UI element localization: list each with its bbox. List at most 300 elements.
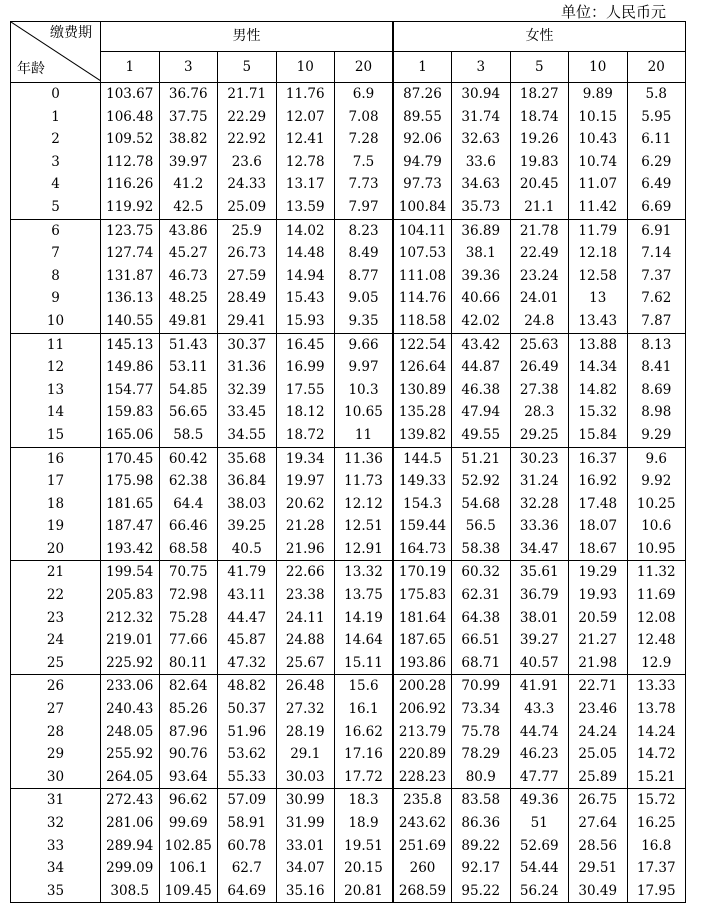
female-rate-cell: 89.22 <box>452 835 511 858</box>
age-cell: 35 <box>11 880 101 903</box>
male-rate-cell: 60.78 <box>218 835 277 858</box>
female-rate-cell: 13.43 <box>569 310 628 333</box>
female-rate-cell: 9.89 <box>569 83 628 106</box>
female-rate-cell: 46.23 <box>510 743 569 766</box>
male-rate-cell: 19.97 <box>276 470 335 493</box>
female-rate-cell: 19.26 <box>510 128 569 151</box>
table-row <box>11 652 686 675</box>
table-row <box>11 584 686 607</box>
female-rate-cell: 52.69 <box>510 835 569 858</box>
male-rate-cell: 85.26 <box>159 698 218 721</box>
male-rate-cell: 45.27 <box>159 242 218 265</box>
male-rate-cell: 30.03 <box>276 766 335 789</box>
female-rate-cell: 175.83 <box>393 584 452 607</box>
male-rate-cell: 22.92 <box>218 128 277 151</box>
male-rate-cell: 7.28 <box>335 128 394 151</box>
female-rate-cell: 17.37 <box>627 857 686 880</box>
male-rate-cell: 21.28 <box>276 515 335 538</box>
female-period-header: 1 <box>393 52 452 83</box>
table-row <box>11 151 686 174</box>
male-rate-cell: 72.98 <box>159 584 218 607</box>
table-row <box>11 698 686 721</box>
male-rate-cell: 14.94 <box>276 265 335 288</box>
male-rate-cell: 33.45 <box>218 401 277 424</box>
female-rate-cell: 54.68 <box>452 493 511 516</box>
female-rate-cell: 11.32 <box>627 561 686 584</box>
male-rate-cell: 149.86 <box>101 356 160 379</box>
table-body <box>11 83 686 903</box>
table-row <box>11 310 686 333</box>
female-rate-cell: 44.74 <box>510 721 569 744</box>
male-rate-cell: 181.65 <box>101 493 160 516</box>
age-cell: 6 <box>11 219 101 242</box>
male-rate-cell: 205.83 <box>101 584 160 607</box>
unit-label: 单位：人民币元 <box>560 3 666 21</box>
male-period-header: 3 <box>159 52 218 83</box>
male-rate-cell: 112.78 <box>101 151 160 174</box>
female-rate-cell: 21.78 <box>510 219 569 242</box>
female-rate-cell: 126.64 <box>393 356 452 379</box>
age-cell: 8 <box>11 265 101 288</box>
male-rate-cell: 55.33 <box>218 766 277 789</box>
female-rate-cell: 23.46 <box>569 698 628 721</box>
male-rate-cell: 102.85 <box>159 835 218 858</box>
female-rate-cell: 39.36 <box>452 265 511 288</box>
age-cell: 14 <box>11 401 101 424</box>
age-cell: 24 <box>11 629 101 652</box>
female-rate-cell: 56.5 <box>452 515 511 538</box>
female-rate-cell: 7.37 <box>627 265 686 288</box>
male-rate-cell: 90.76 <box>159 743 218 766</box>
male-rate-cell: 75.28 <box>159 607 218 630</box>
table-row <box>11 743 686 766</box>
female-rate-cell: 8.98 <box>627 401 686 424</box>
male-rate-cell: 45.87 <box>218 629 277 652</box>
female-rate-cell: 11.07 <box>569 173 628 196</box>
female-rate-cell: 47.77 <box>510 766 569 789</box>
male-rate-cell: 64.69 <box>218 880 277 903</box>
male-rate-cell: 12.12 <box>335 493 394 516</box>
female-rate-cell: 34.63 <box>452 173 511 196</box>
table-row <box>11 265 686 288</box>
table-row <box>11 721 686 744</box>
female-rate-cell: 25.05 <box>569 743 628 766</box>
female-rate-cell: 24.01 <box>510 287 569 310</box>
male-rate-cell: 54.85 <box>159 379 218 402</box>
female-rate-cell: 235.8 <box>393 789 452 812</box>
table-row <box>11 173 686 196</box>
female-rate-cell: 139.82 <box>393 424 452 447</box>
female-rate-cell: 49.55 <box>452 424 511 447</box>
female-rate-cell: 159.44 <box>393 515 452 538</box>
female-rate-cell: 12.48 <box>627 629 686 652</box>
male-rate-cell: 43.11 <box>218 584 277 607</box>
male-rate-cell: 38.82 <box>159 128 218 151</box>
male-rate-cell: 123.75 <box>101 219 160 242</box>
male-rate-cell: 11.73 <box>335 470 394 493</box>
male-rate-cell: 22.66 <box>276 561 335 584</box>
male-rate-cell: 35.68 <box>218 447 277 470</box>
age-label: 年龄 <box>17 61 45 77</box>
age-cell: 4 <box>11 173 101 196</box>
male-rate-cell: 12.51 <box>335 515 394 538</box>
female-rate-cell: 10.25 <box>627 493 686 516</box>
female-rate-cell: 41.91 <box>510 675 569 698</box>
male-rate-cell: 219.01 <box>101 629 160 652</box>
female-rate-cell: 29.51 <box>569 857 628 880</box>
age-cell: 20 <box>11 538 101 561</box>
table-row <box>11 333 686 356</box>
female-rate-cell: 32.28 <box>510 493 569 516</box>
male-rate-cell: 64.4 <box>159 493 218 516</box>
table-row <box>11 379 686 402</box>
female-rate-cell: 52.92 <box>452 470 511 493</box>
male-rate-cell: 233.06 <box>101 675 160 698</box>
female-rate-cell: 25.89 <box>569 766 628 789</box>
female-rate-cell: 10.15 <box>569 106 628 129</box>
female-rate-cell: 30.94 <box>452 83 511 106</box>
female-rate-cell: 47.94 <box>452 401 511 424</box>
female-rate-cell: 130.89 <box>393 379 452 402</box>
female-rate-cell: 104.11 <box>393 219 452 242</box>
male-rate-cell: 15.43 <box>276 287 335 310</box>
male-rate-cell: 40.5 <box>218 538 277 561</box>
male-rate-cell: 56.65 <box>159 401 218 424</box>
female-rate-cell: 26.75 <box>569 789 628 812</box>
female-rate-cell: 6.69 <box>627 196 686 219</box>
table-row <box>11 629 686 652</box>
female-rate-cell: 7.87 <box>627 310 686 333</box>
female-rate-cell: 30.23 <box>510 447 569 470</box>
female-rate-cell: 15.21 <box>627 766 686 789</box>
female-rate-cell: 21.1 <box>510 196 569 219</box>
female-rate-cell: 243.62 <box>393 812 452 835</box>
female-period-header: 3 <box>452 52 511 83</box>
female-rate-cell: 206.92 <box>393 698 452 721</box>
male-rate-cell: 30.99 <box>276 789 335 812</box>
male-rate-cell: 8.49 <box>335 242 394 265</box>
female-rate-cell: 19.83 <box>510 151 569 174</box>
female-rate-cell: 42.02 <box>452 310 511 333</box>
male-rate-cell: 24.88 <box>276 629 335 652</box>
female-rate-cell: 12.58 <box>569 265 628 288</box>
male-rate-cell: 93.64 <box>159 766 218 789</box>
female-rate-cell: 46.38 <box>452 379 511 402</box>
male-rate-cell: 21.96 <box>276 538 335 561</box>
male-rate-cell: 264.05 <box>101 766 160 789</box>
female-rate-cell: 260 <box>393 857 452 880</box>
male-rate-cell: 12.41 <box>276 128 335 151</box>
female-rate-cell: 21.27 <box>569 629 628 652</box>
male-rate-cell: 23.6 <box>218 151 277 174</box>
female-rate-cell: 187.65 <box>393 629 452 652</box>
table-row <box>11 538 686 561</box>
female-rate-cell: 14.34 <box>569 356 628 379</box>
male-rate-cell: 248.05 <box>101 721 160 744</box>
female-rate-cell: 12.9 <box>627 652 686 675</box>
male-rate-cell: 17.55 <box>276 379 335 402</box>
female-rate-cell: 17.48 <box>569 493 628 516</box>
age-cell: 1 <box>11 106 101 129</box>
age-cell: 27 <box>11 698 101 721</box>
female-rate-cell: 95.22 <box>452 880 511 903</box>
female-rate-cell: 38.01 <box>510 607 569 630</box>
age-cell: 22 <box>11 584 101 607</box>
male-period-header: 20 <box>335 52 394 83</box>
table-row <box>11 128 686 151</box>
male-rate-cell: 30.37 <box>218 333 277 356</box>
female-rate-cell: 228.23 <box>393 766 452 789</box>
age-cell: 31 <box>11 789 101 812</box>
female-rate-cell: 34.47 <box>510 538 569 561</box>
female-rate-cell: 28.3 <box>510 401 569 424</box>
male-rate-cell: 53.11 <box>159 356 218 379</box>
table-row <box>11 880 686 903</box>
female-rate-cell: 38.1 <box>452 242 511 265</box>
male-rate-cell: 165.06 <box>101 424 160 447</box>
female-rate-cell: 35.61 <box>510 561 569 584</box>
age-cell: 3 <box>11 151 101 174</box>
header-row-periods <box>11 52 686 83</box>
female-rate-cell: 6.49 <box>627 173 686 196</box>
male-rate-cell: 29.41 <box>218 310 277 333</box>
male-rate-cell: 25.09 <box>218 196 277 219</box>
age-cell: 30 <box>11 766 101 789</box>
male-rate-cell: 12.91 <box>335 538 394 561</box>
female-rate-cell: 11.42 <box>569 196 628 219</box>
male-rate-cell: 87.96 <box>159 721 218 744</box>
male-rate-cell: 13.17 <box>276 173 335 196</box>
female-rate-cell: 6.91 <box>627 219 686 242</box>
female-rate-cell: 87.26 <box>393 83 452 106</box>
male-rate-cell: 25.9 <box>218 219 277 242</box>
age-cell: 19 <box>11 515 101 538</box>
male-rate-cell: 11.76 <box>276 83 335 106</box>
female-rate-cell: 86.36 <box>452 812 511 835</box>
age-cell: 17 <box>11 470 101 493</box>
female-rate-cell: 68.71 <box>452 652 511 675</box>
male-rate-cell: 99.69 <box>159 812 218 835</box>
table-row <box>11 401 686 424</box>
female-rate-cell: 220.89 <box>393 743 452 766</box>
male-rate-cell: 20.62 <box>276 493 335 516</box>
male-rate-cell: 119.92 <box>101 196 160 219</box>
female-rate-cell: 80.9 <box>452 766 511 789</box>
female-rate-cell: 15.72 <box>627 789 686 812</box>
age-cell: 0 <box>11 83 101 106</box>
female-rate-cell: 75.78 <box>452 721 511 744</box>
female-rate-cell: 11.79 <box>569 219 628 242</box>
male-rate-cell: 70.75 <box>159 561 218 584</box>
age-cell: 26 <box>11 675 101 698</box>
female-rate-cell: 170.19 <box>393 561 452 584</box>
female-rate-cell: 31.24 <box>510 470 569 493</box>
male-rate-cell: 47.32 <box>218 652 277 675</box>
male-rate-cell: 159.83 <box>101 401 160 424</box>
age-cell: 33 <box>11 835 101 858</box>
female-rate-cell: 16.8 <box>627 835 686 858</box>
age-cell: 21 <box>11 561 101 584</box>
female-rate-cell: 97.73 <box>393 173 452 196</box>
female-rate-cell: 24.8 <box>510 310 569 333</box>
male-rate-cell: 33.01 <box>276 835 335 858</box>
male-rate-cell: 22.29 <box>218 106 277 129</box>
male-rate-cell: 8.77 <box>335 265 394 288</box>
female-rate-cell: 7.62 <box>627 287 686 310</box>
female-rate-cell: 122.54 <box>393 333 452 356</box>
female-rate-cell: 51.21 <box>452 447 511 470</box>
age-cell: 13 <box>11 379 101 402</box>
female-rate-cell: 11.69 <box>627 584 686 607</box>
female-rate-cell: 200.28 <box>393 675 452 698</box>
male-rate-cell: 212.32 <box>101 607 160 630</box>
age-cell: 28 <box>11 721 101 744</box>
female-rate-cell: 83.58 <box>452 789 511 812</box>
female-rate-cell: 12.18 <box>569 242 628 265</box>
male-rate-cell: 116.26 <box>101 173 160 196</box>
male-rate-cell: 14.02 <box>276 219 335 242</box>
female-rate-cell: 13 <box>569 287 628 310</box>
female-rate-cell: 94.79 <box>393 151 452 174</box>
female-rate-cell: 19.29 <box>569 561 628 584</box>
female-rate-cell: 30.49 <box>569 880 628 903</box>
male-rate-cell: 19.34 <box>276 447 335 470</box>
female-period-header: 20 <box>627 52 686 83</box>
male-rate-cell: 32.39 <box>218 379 277 402</box>
male-rate-cell: 136.13 <box>101 287 160 310</box>
female-rate-cell: 6.29 <box>627 151 686 174</box>
female-rate-cell: 268.59 <box>393 880 452 903</box>
female-period-header: 5 <box>510 52 569 83</box>
female-rate-cell: 10.6 <box>627 515 686 538</box>
female-rate-cell: 20.45 <box>510 173 569 196</box>
female-rate-cell: 111.08 <box>393 265 452 288</box>
female-rate-cell: 70.99 <box>452 675 511 698</box>
male-rate-cell: 26.73 <box>218 242 277 265</box>
female-rate-cell: 18.74 <box>510 106 569 129</box>
female-rate-cell: 66.51 <box>452 629 511 652</box>
male-rate-cell: 16.1 <box>335 698 394 721</box>
male-rate-cell: 131.87 <box>101 265 160 288</box>
male-rate-cell: 272.43 <box>101 789 160 812</box>
female-rate-cell: 49.36 <box>510 789 569 812</box>
male-rate-cell: 58.91 <box>218 812 277 835</box>
female-rate-cell: 35.73 <box>452 196 511 219</box>
male-rate-cell: 289.94 <box>101 835 160 858</box>
male-rate-cell: 38.03 <box>218 493 277 516</box>
male-rate-cell: 10.3 <box>335 379 394 402</box>
table-row <box>11 607 686 630</box>
male-rate-cell: 77.66 <box>159 629 218 652</box>
female-rate-cell: 13.33 <box>627 675 686 698</box>
male-rate-cell: 7.73 <box>335 173 394 196</box>
female-rate-cell: 13.78 <box>627 698 686 721</box>
table-row <box>11 766 686 789</box>
female-rate-cell: 22.71 <box>569 675 628 698</box>
male-rate-cell: 255.92 <box>101 743 160 766</box>
male-rate-cell: 26.48 <box>276 675 335 698</box>
male-rate-cell: 6.9 <box>335 83 394 106</box>
male-rate-cell: 34.07 <box>276 857 335 880</box>
female-rate-cell: 9.92 <box>627 470 686 493</box>
male-rate-cell: 18.12 <box>276 401 335 424</box>
male-rate-cell: 8.23 <box>335 219 394 242</box>
male-rate-cell: 37.75 <box>159 106 218 129</box>
male-rate-cell: 12.07 <box>276 106 335 129</box>
female-rate-cell: 181.64 <box>393 607 452 630</box>
male-rate-cell: 39.25 <box>218 515 277 538</box>
female-rate-cell: 164.73 <box>393 538 452 561</box>
female-rate-cell: 28.56 <box>569 835 628 858</box>
male-rate-cell: 46.73 <box>159 265 218 288</box>
male-rate-cell: 20.15 <box>335 857 394 880</box>
male-rate-cell: 12.78 <box>276 151 335 174</box>
premium-rate-table <box>10 21 686 903</box>
male-rate-cell: 48.82 <box>218 675 277 698</box>
male-rate-cell: 127.74 <box>101 242 160 265</box>
table-row <box>11 424 686 447</box>
male-rate-cell: 9.05 <box>335 287 394 310</box>
male-rate-cell: 17.16 <box>335 743 394 766</box>
female-rate-cell: 10.74 <box>569 151 628 174</box>
male-rate-cell: 20.81 <box>335 880 394 903</box>
table-row <box>11 789 686 812</box>
table-row <box>11 675 686 698</box>
female-rate-cell: 135.28 <box>393 401 452 424</box>
female-rate-cell: 10.43 <box>569 128 628 151</box>
female-rate-cell: 154.3 <box>393 493 452 516</box>
male-rate-cell: 96.62 <box>159 789 218 812</box>
male-rate-cell: 11.36 <box>335 447 394 470</box>
male-rate-cell: 18.72 <box>276 424 335 447</box>
female-rate-cell: 64.38 <box>452 607 511 630</box>
age-cell: 9 <box>11 287 101 310</box>
male-rate-cell: 187.47 <box>101 515 160 538</box>
female-rate-cell: 193.86 <box>393 652 452 675</box>
female-rate-cell: 9.29 <box>627 424 686 447</box>
male-rate-cell: 62.38 <box>159 470 218 493</box>
female-rate-cell: 40.57 <box>510 652 569 675</box>
male-rate-cell: 51.43 <box>159 333 218 356</box>
female-rate-cell: 5.8 <box>627 83 686 106</box>
female-rate-cell: 118.58 <box>393 310 452 333</box>
female-rate-cell: 17.95 <box>627 880 686 903</box>
male-rate-cell: 281.06 <box>101 812 160 835</box>
male-rate-cell: 60.42 <box>159 447 218 470</box>
female-rate-cell: 54.44 <box>510 857 569 880</box>
male-rate-cell: 51.96 <box>218 721 277 744</box>
male-rate-cell: 50.37 <box>218 698 277 721</box>
female-rate-cell: 22.49 <box>510 242 569 265</box>
male-rate-cell: 43.86 <box>159 219 218 242</box>
male-rate-cell: 7.97 <box>335 196 394 219</box>
age-cell: 25 <box>11 652 101 675</box>
table-row <box>11 83 686 106</box>
female-rate-cell: 32.63 <box>452 128 511 151</box>
female-rate-cell: 213.79 <box>393 721 452 744</box>
age-cell: 23 <box>11 607 101 630</box>
female-rate-cell: 43.42 <box>452 333 511 356</box>
male-rate-cell: 9.35 <box>335 310 394 333</box>
female-rate-cell: 107.53 <box>393 242 452 265</box>
female-rate-cell: 33.6 <box>452 151 511 174</box>
age-cell: 5 <box>11 196 101 219</box>
female-rate-cell: 100.84 <box>393 196 452 219</box>
male-rate-cell: 35.16 <box>276 880 335 903</box>
female-rate-cell: 60.32 <box>452 561 511 584</box>
male-rate-cell: 36.76 <box>159 83 218 106</box>
female-rate-cell: 6.11 <box>627 128 686 151</box>
